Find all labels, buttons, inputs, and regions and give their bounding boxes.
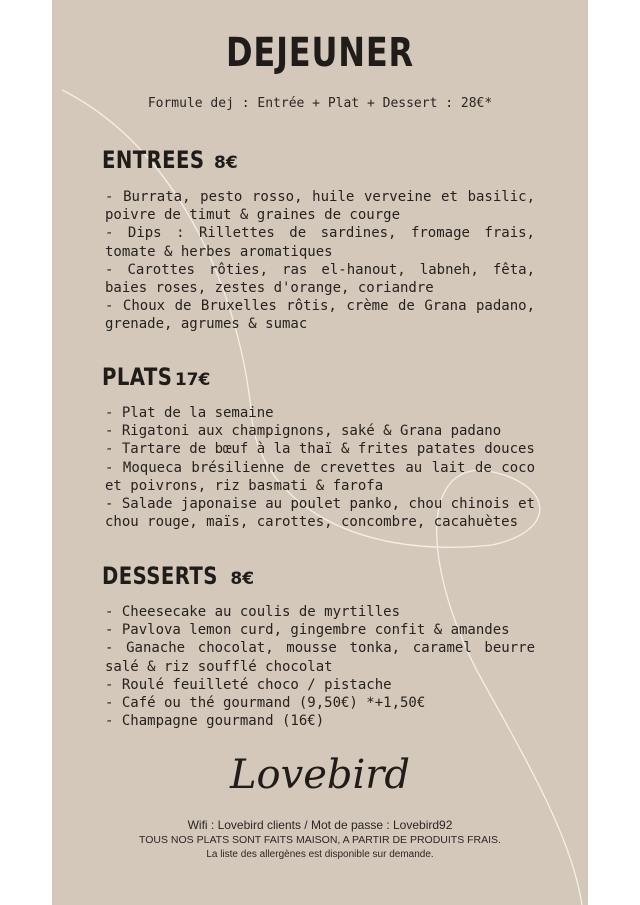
entrees-title: ENTREES: [102, 146, 205, 174]
desserts-heading: [102, 562, 254, 590]
plats-title: PLATS: [102, 363, 173, 391]
plats-list: [105, 404, 535, 531]
menu-card: [52, 0, 588, 905]
list-item: - Dips : Rillettes de sardines, fromage frais, tomate & herbes aromatiques: [105, 225, 535, 260]
wifi-info: Wifi : Lovebird clients / Mot de passe : Lovebird92: [187, 818, 453, 832]
list-item: - Moqueca brésilienne de crevettes au lait de coco et poivrons, riz basmati & farofa: [105, 459, 535, 494]
list-item: - Tartare de bœuf à la thaï & frites patates douces: [105, 441, 535, 458]
list-item: - Roulé feuilleté choco / pistache: [105, 676, 392, 693]
entrees-heading: [102, 146, 238, 174]
desserts-title: DESSERTS: [102, 562, 218, 590]
desserts-list: [105, 603, 535, 730]
formula-text: Formule dej : Entrée + Plat + Dessert : 28€*: [147, 96, 493, 111]
list-item: - Champagne gourmand (16€): [105, 713, 325, 730]
list-item: - Salade japonaise au poulet panko, chou chinois et chou rouge, maïs, carottes, concombre, cacahuètes: [105, 496, 535, 531]
menu-title: DEJEUNER: [226, 30, 414, 76]
list-item: - Choux de Bruxelles rôtis, crème de Grana padano, grenade, agrumes & sumac: [105, 298, 535, 333]
list-item: - Plat de la semaine: [105, 405, 274, 421]
homemade-notice: TOUS NOS PLATS SONT FAITS MAISON, A PARTIR DE PRODUITS FRAIS.: [139, 834, 501, 846]
entrees-list: [105, 188, 535, 334]
list-item: - Burrata, pesto rosso, huile verveine et basilic, poivre de timut & graines de courge: [105, 189, 535, 224]
lovebird-logo: Lovebird: [229, 752, 411, 798]
list-item: - Café ou thé gourmand (9,50€) *+1,50€: [105, 695, 426, 712]
plats-heading: [102, 363, 210, 391]
list-item: - Carottes rôties, ras el-hanout, labneh, fêta, baies roses, zestes d'orange, coriandre: [105, 261, 535, 297]
desserts-price: 8€: [230, 569, 255, 589]
list-item: - Pavlova lemon curd, gingembre confit & amandes: [105, 622, 510, 639]
allergens-notice: La liste des allergènes est disponible sur demande.: [206, 849, 434, 860]
list-item: - Ganache chocolat, mousse tonka, caramel beurre salé & riz soufflé chocolat: [105, 640, 535, 675]
entrees-price: 8€: [214, 153, 238, 173]
plats-price: 17€: [174, 370, 211, 390]
list-item: - Rigatoni aux champignons, saké & Grana padano: [105, 423, 502, 440]
list-item: - Cheesecake au coulis de myrtilles: [105, 604, 401, 620]
